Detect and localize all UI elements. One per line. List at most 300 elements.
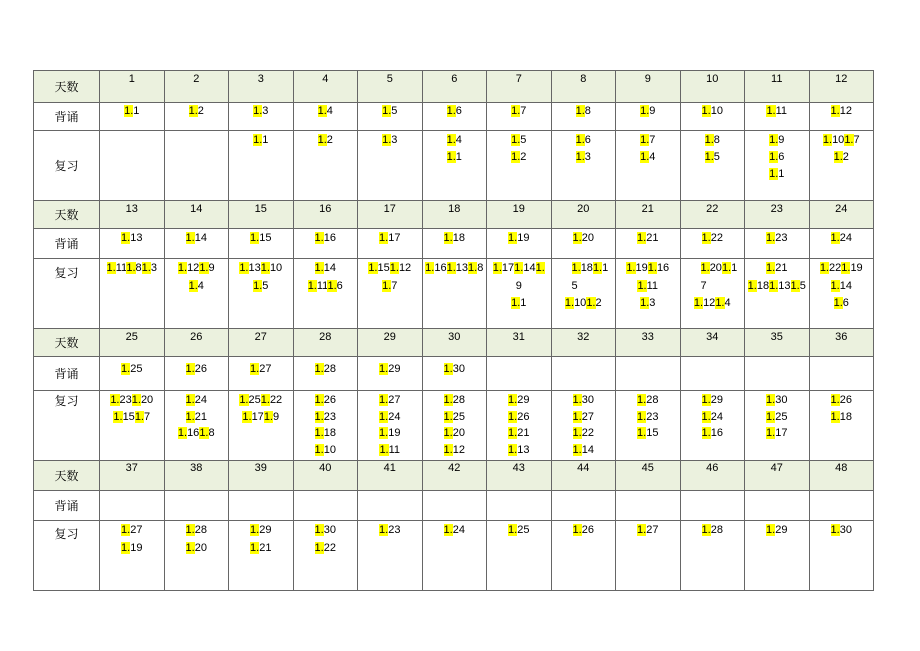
highlight-mark: 1. (314, 394, 324, 406)
highlight-mark: 1. (830, 394, 840, 406)
review-cell (100, 131, 165, 201)
highlight-mark: 1. (382, 279, 392, 292)
review-item: 1.151.7 (113, 410, 151, 423)
review-item: 1.27 (637, 524, 659, 536)
day-number-cell: 36 (809, 329, 874, 357)
recite-cell (551, 229, 616, 259)
review-cell (229, 521, 294, 591)
review-item: 1.26 (508, 410, 530, 423)
highlight-mark: 1. (314, 232, 324, 244)
review-item: 1.231.20 (110, 394, 154, 406)
day-number-cell: 11 (745, 71, 810, 103)
review-item: 1.24 (443, 524, 465, 536)
review-item: 1.28 (701, 524, 723, 536)
highlight-mark: 1. (185, 542, 195, 554)
recite-cell (745, 357, 810, 391)
review-cell (358, 131, 423, 201)
review-item: 1.2 (317, 134, 333, 146)
highlight-mark: 1. (766, 427, 776, 439)
highlight-mark: 1. (564, 297, 575, 309)
review-item: 1.101.7 (822, 134, 860, 146)
highlight-mark: 1. (830, 410, 840, 423)
day-number-cell: 6 (422, 71, 487, 103)
day-number-cell: 34 (680, 329, 745, 357)
review-item: 1.151.12 (368, 262, 412, 274)
highlight-mark: 1. (572, 443, 582, 456)
day-number-cell: 14 (164, 201, 229, 229)
highlight-mark: 1. (379, 394, 389, 406)
review-cell (809, 131, 874, 201)
day-number-cell: 8 (551, 71, 616, 103)
highlight-mark: 1. (185, 410, 195, 423)
highlight-mark: 1. (106, 262, 116, 274)
review-cell (487, 259, 552, 329)
highlight-mark: 1. (721, 262, 732, 274)
day-number-cell: 42 (422, 461, 487, 491)
review-cell (293, 131, 358, 201)
highlight-mark: 1. (443, 394, 453, 406)
recite-item: 1.6 (446, 105, 462, 117)
review-item: 1.251.22 (239, 394, 283, 406)
highlight-mark: 1. (199, 262, 209, 274)
row-label-recite: 背诵 (34, 103, 100, 131)
review-item: 1.131.10 (239, 262, 283, 274)
highlight-mark: 1. (508, 394, 518, 406)
highlight-mark: 1. (747, 279, 757, 292)
recite-item: 1.9 (640, 105, 656, 117)
highlight-mark: 1. (572, 524, 582, 536)
highlight-mark: 1. (508, 232, 518, 244)
row-label-review: 复习 (34, 521, 100, 591)
day-header-row (34, 71, 874, 103)
row-label-days: 天数 (34, 329, 100, 357)
review-item: 1.19 (379, 427, 401, 439)
review-item: 7 (700, 279, 707, 292)
recite-row (34, 491, 874, 521)
recite-cell (809, 357, 874, 391)
recite-cell (487, 103, 552, 131)
review-item: 1.26 (830, 394, 852, 406)
recite-item: 1.23 (766, 232, 788, 244)
review-item: 1.12 (443, 443, 465, 456)
row-label-review: 复习 (34, 131, 100, 201)
review-item: 1.20 (443, 427, 465, 439)
recite-item: 1.30 (443, 363, 465, 375)
review-item: 1.4 (640, 151, 656, 163)
review-cell (551, 131, 616, 201)
day-number-cell: 48 (809, 461, 874, 491)
day-number-cell: 31 (487, 329, 552, 357)
highlight-mark: 1. (833, 151, 843, 163)
highlight-mark: 1. (637, 524, 647, 536)
highlight-mark: 1. (317, 134, 327, 146)
review-cell (358, 521, 423, 591)
review-item: 1.30 (314, 524, 336, 536)
highlight-mark: 1. (766, 262, 776, 274)
highlight-mark: 1. (508, 427, 518, 439)
recite-cell (487, 491, 552, 521)
review-item: 1.23 (314, 410, 336, 423)
day-number-cell: 23 (745, 201, 810, 229)
highlight-mark: 1. (188, 279, 198, 292)
review-cell (487, 521, 552, 591)
row-label-days: 天数 (34, 461, 100, 491)
review-cell (229, 131, 294, 201)
review-cell (745, 131, 810, 201)
review-cell (809, 391, 874, 461)
review-item: 1.25 (766, 410, 788, 423)
review-item: 1.161.131.8 (425, 262, 484, 274)
recite-cell (616, 229, 681, 259)
highlight-mark: 1. (514, 262, 524, 274)
highlight-mark: 1. (508, 524, 518, 536)
recite-item: 1.24 (830, 232, 852, 244)
highlight-mark: 1. (443, 427, 453, 439)
review-item: 1.25 (443, 410, 465, 423)
review-item: 1.9 (769, 134, 785, 146)
review-cell (293, 521, 358, 591)
review-cell (680, 259, 745, 329)
review-item: 1.21 (766, 262, 788, 274)
recite-item: 1.1 (124, 105, 140, 117)
day-number-cell: 22 (680, 201, 745, 229)
recite-cell (229, 491, 294, 521)
review-cell (680, 391, 745, 461)
day-number-cell: 9 (616, 71, 681, 103)
day-number-cell: 33 (616, 329, 681, 357)
highlight-mark: 1. (769, 151, 779, 163)
highlight-mark: 1. (492, 262, 502, 274)
review-item: 1.3 (640, 297, 656, 309)
highlight-mark: 1. (704, 134, 714, 146)
review-cell (616, 131, 681, 201)
highlight-mark: 1. (253, 134, 263, 146)
recite-cell (422, 103, 487, 131)
review-cell (100, 521, 165, 591)
highlight-mark: 1. (260, 262, 270, 274)
review-item: 1.6 (575, 134, 591, 146)
recite-cell (745, 103, 810, 131)
review-item: 1.161.8 (177, 427, 215, 439)
review-item: 1.1 (253, 134, 269, 146)
recite-item: 1.4 (317, 105, 333, 117)
review-item: 1.121.4 (693, 297, 731, 309)
review-cell (422, 131, 487, 201)
recite-cell (487, 357, 552, 391)
review-item: 1.171.141. (492, 262, 545, 274)
highlight-mark: 1. (468, 262, 478, 274)
highlight-mark: 1. (446, 105, 456, 117)
highlight-mark: 1. (239, 262, 249, 274)
review-cell (100, 259, 165, 329)
recite-cell (164, 229, 229, 259)
day-number-cell: 4 (293, 71, 358, 103)
highlight-mark: 1. (822, 134, 833, 146)
highlight-mark: 1. (134, 410, 144, 423)
highlight-mark: 1. (830, 279, 840, 292)
recite-cell (293, 103, 358, 131)
highlight-mark: 1. (637, 410, 647, 423)
highlight-mark: 1. (701, 105, 711, 117)
highlight-mark: 1. (637, 427, 647, 439)
review-item: 1.13 (508, 443, 530, 456)
highlight-mark: 1. (185, 524, 195, 536)
highlight-mark: 1. (446, 151, 456, 163)
review-row (34, 391, 874, 461)
highlight-mark: 1. (844, 134, 854, 146)
review-item: 1.20 (185, 542, 207, 554)
review-item: 1.4 (446, 134, 462, 146)
highlight-mark: 1. (704, 151, 714, 163)
highlight-mark: 1. (571, 262, 581, 274)
highlight-mark: 1. (379, 443, 389, 456)
recite-cell (293, 229, 358, 259)
highlight-mark: 1. (575, 105, 585, 117)
review-item: 1.6 (769, 151, 785, 163)
recite-cell (809, 103, 874, 131)
review-item: 1.30 (830, 524, 852, 536)
review-cell (164, 391, 229, 461)
highlight-mark: 1. (389, 262, 399, 274)
day-header-row (34, 329, 874, 357)
highlight-mark: 1. (185, 363, 195, 375)
recite-cell (809, 229, 874, 259)
review-item: 1.2 (511, 151, 527, 163)
recite-cell (551, 491, 616, 521)
highlight-mark: 1. (317, 105, 327, 117)
highlight-mark: 1. (819, 262, 829, 274)
highlight-mark: 1. (572, 232, 582, 244)
review-cell (422, 391, 487, 461)
highlight-mark: 1. (511, 134, 521, 146)
review-cell (745, 521, 810, 591)
day-number-cell: 18 (422, 201, 487, 229)
day-number-cell: 41 (358, 461, 423, 491)
highlight-mark: 1. (572, 394, 582, 406)
highlight-mark: 1. (640, 151, 650, 163)
review-item: 1.14 (572, 443, 594, 456)
highlight-mark: 1. (693, 297, 704, 309)
review-item: 1.7 (382, 279, 398, 292)
review-item: 5 (571, 279, 578, 292)
review-cell (164, 259, 229, 329)
highlight-mark: 1. (841, 262, 851, 274)
highlight-mark: 1. (199, 427, 209, 439)
review-cell (229, 259, 294, 329)
review-item: 1.22 (572, 427, 594, 439)
row-label-days: 天数 (34, 201, 100, 229)
review-item: 1.27 (121, 524, 143, 536)
highlight-mark: 1. (535, 262, 545, 274)
highlight-mark: 1. (379, 410, 389, 423)
review-cell (745, 391, 810, 461)
highlight-mark: 1. (382, 134, 392, 146)
review-item: 1.171.9 (242, 410, 280, 423)
recite-cell (100, 357, 165, 391)
recite-cell (809, 491, 874, 521)
review-item: 1.1 (446, 151, 462, 163)
highlight-mark: 1. (185, 394, 195, 406)
highlight-mark: 1. (124, 105, 134, 117)
highlight-mark: 1. (701, 524, 711, 536)
recite-cell (745, 491, 810, 521)
highlight-mark: 1. (314, 410, 324, 423)
day-number-cell: 1 (100, 71, 165, 103)
highlight-mark: 1. (511, 105, 521, 117)
highlight-mark: 1. (263, 410, 273, 423)
review-item: 1.111.81.3 (106, 262, 157, 274)
review-item: 1.191.16 (626, 262, 670, 274)
highlight-mark: 1. (511, 151, 521, 163)
recite-cell (616, 103, 681, 131)
highlight-mark: 1. (177, 427, 188, 439)
day-number-cell: 44 (551, 461, 616, 491)
highlight-mark: 1. (769, 168, 779, 180)
highlight-mark: 1. (443, 232, 453, 244)
recite-item: 1.11 (766, 105, 788, 117)
day-number-cell: 10 (680, 71, 745, 103)
recite-cell (100, 229, 165, 259)
day-header-row (34, 201, 874, 229)
highlight-mark: 1. (110, 394, 120, 406)
review-item: 1.21 (185, 410, 207, 423)
row-label-recite: 背诵 (34, 357, 100, 391)
highlight-mark: 1. (626, 262, 636, 274)
recite-item: 1.2 (188, 105, 204, 117)
recite-item: 1.19 (508, 232, 530, 244)
highlight-mark: 1. (368, 262, 378, 274)
recite-cell (616, 357, 681, 391)
review-item: 1.29 (701, 394, 723, 406)
highlight-mark: 1. (314, 427, 324, 439)
highlight-mark: 1. (253, 279, 263, 292)
highlight-mark: 1. (253, 105, 263, 117)
review-item: 1.15 (637, 427, 659, 439)
highlight-mark: 1. (443, 443, 453, 456)
day-number-cell: 37 (100, 461, 165, 491)
review-item: 1.14 (314, 262, 336, 274)
recite-cell (745, 229, 810, 259)
day-header-row (34, 461, 874, 491)
highlight-mark: 1. (314, 542, 324, 554)
review-item: 1.18 (314, 427, 336, 439)
review-item: 1.27 (379, 394, 401, 406)
highlight-mark: 1. (121, 542, 131, 554)
review-cell (358, 259, 423, 329)
review-cell (487, 391, 552, 461)
review-item: 1.11 (379, 443, 401, 456)
day-number-cell: 29 (358, 329, 423, 357)
highlight-mark: 1. (701, 410, 711, 423)
highlight-mark: 1. (446, 134, 456, 146)
day-number-cell: 16 (293, 201, 358, 229)
recite-item: 1.15 (250, 232, 272, 244)
review-cell (164, 131, 229, 201)
review-item: 1.11 (637, 279, 659, 292)
highlight-mark: 1. (188, 105, 198, 117)
review-item: 1.181.131.5 (747, 279, 806, 292)
review-item: 1.181.1 (571, 262, 609, 274)
review-cell (164, 521, 229, 591)
review-item: 1.29 (250, 524, 272, 536)
review-cell (422, 521, 487, 591)
highlight-mark: 1. (647, 262, 657, 274)
day-number-cell: 13 (100, 201, 165, 229)
highlight-mark: 1. (327, 279, 337, 292)
highlight-mark: 1. (185, 232, 195, 244)
review-item: 1.5 (704, 151, 720, 163)
recite-cell (164, 491, 229, 521)
highlight-mark: 1. (250, 524, 260, 536)
highlight-mark: 1. (833, 297, 843, 309)
review-item: 1.30 (572, 394, 594, 406)
recite-cell (100, 491, 165, 521)
day-number-cell: 46 (680, 461, 745, 491)
review-item: 1.30 (766, 394, 788, 406)
review-cell (551, 521, 616, 591)
review-item: 1.27 (572, 410, 594, 423)
day-number-cell: 40 (293, 461, 358, 491)
review-item: 1.2 (833, 151, 849, 163)
review-item: 1.14 (830, 279, 852, 292)
highlight-mark: 1. (113, 410, 123, 423)
recite-item: 1.20 (572, 232, 594, 244)
review-item: 1.17 (766, 427, 788, 439)
recite-item: 1.29 (379, 363, 401, 375)
highlight-mark: 1. (830, 105, 840, 117)
highlight-mark: 1. (511, 297, 521, 309)
review-row (34, 259, 874, 329)
highlight-mark: 1. (572, 427, 582, 439)
recite-cell (487, 229, 552, 259)
highlight-mark: 1. (701, 232, 711, 244)
review-item: 1.101.2 (564, 297, 602, 309)
review-cell (293, 259, 358, 329)
review-item: 1.29 (766, 524, 788, 536)
recite-item: 1.10 (701, 105, 723, 117)
recite-cell (164, 357, 229, 391)
highlight-mark: 1. (121, 524, 131, 536)
recite-item: 1.22 (701, 232, 723, 244)
review-item: 1.23 (379, 524, 401, 536)
highlight-mark: 1. (126, 262, 136, 274)
review-item: 1.21 (508, 427, 530, 439)
recite-item: 1.16 (314, 232, 336, 244)
highlight-mark: 1. (508, 410, 518, 423)
review-item: 1.23 (637, 410, 659, 423)
day-number-cell: 32 (551, 329, 616, 357)
day-number-cell: 20 (551, 201, 616, 229)
highlight-mark: 1. (314, 363, 324, 375)
recite-item: 1.7 (511, 105, 527, 117)
review-item: 1.24 (185, 394, 207, 406)
row-label-review: 复习 (34, 391, 100, 461)
day-number-cell: 12 (809, 71, 874, 103)
highlight-mark: 1. (250, 542, 260, 554)
day-number-cell: 30 (422, 329, 487, 357)
highlight-mark: 1. (443, 410, 453, 423)
recite-cell (358, 229, 423, 259)
review-item: 1.28 (637, 394, 659, 406)
highlight-mark: 1. (379, 524, 389, 536)
recite-cell (551, 357, 616, 391)
recite-item: 1.18 (443, 232, 465, 244)
highlight-mark: 1. (314, 443, 324, 456)
highlight-mark: 1. (592, 262, 603, 274)
review-cell (551, 259, 616, 329)
review-item: 1.221.19 (819, 262, 863, 274)
recite-cell (551, 103, 616, 131)
